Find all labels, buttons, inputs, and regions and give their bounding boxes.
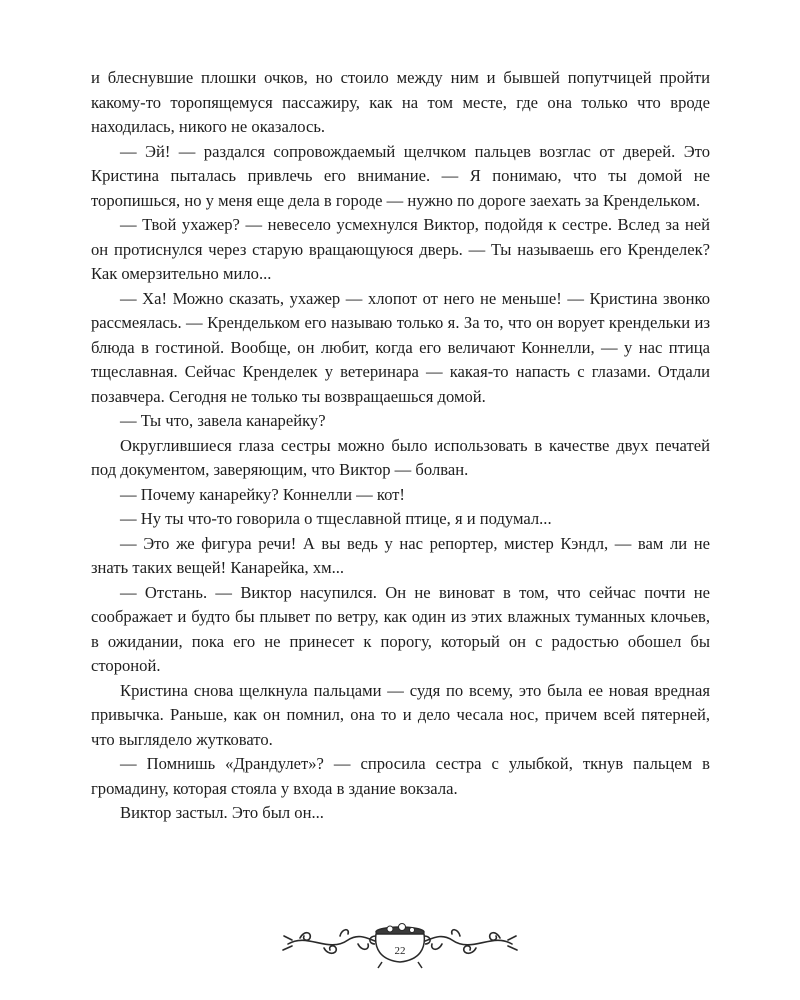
- page-text: [91, 66, 710, 826]
- page-number: 22: [394, 945, 406, 957]
- paragraph: Кристина снова щелкнула пальцами — судя по всему, это была ее новая вредная привычка. Раньше, как он помнил, она то и дело чесала нос, причем всей пятерней, что выглядело жутковато.: [91, 680, 710, 749]
- paragraph: — Ты что, завела канарейку?: [120, 411, 326, 430]
- paragraph: — Почему канарейку? Коннелли — кот!: [120, 484, 405, 504]
- paragraph: — Твой ухажер? — невесело усмехнулся Виктор, подойдя к сестре. Вслед за ней он протиснулся через старую вращающуюся дверь. — Ты называешь его Кренделек? Как омерзительно мило...: [91, 215, 710, 283]
- paragraph: — Отстань. — Виктор насупился. Он не виноват в том, что сейчас почти не соображает и будто бы плывет по ветру, как один из этих влажных туманных клочьев, в ожидании, пока его не принесет к порогу, который он с радостью обошел бы стороной.: [91, 582, 710, 675]
- paragraph: — Помнишь «Драндулет»? — спросила сестра с улыбкой, ткнув пальцем в громадину, которая стояла у входа в здание вокзала.: [91, 754, 710, 798]
- paragraph: Виктор застыл. Это был он...: [120, 803, 324, 822]
- paragraph: — Это же фигура речи! А вы ведь у нас репортер, мистер Кэндл, — вам ли не знать таких вещей! Канарейка, хм...: [91, 533, 710, 577]
- paragraph: — Ну ты что-то говорила о тщеславной птице, я и подумал...: [120, 509, 552, 528]
- paragraph: и блеснувшие плошки очков, но стоило между ним и бывшей попутчицей пройти какому-то торопящемуся пассажиру, как на том месте, где она только что вроде находилась, никого не оказалось.: [91, 68, 710, 136]
- paragraph: — Эй! — раздался сопровождаемый щелчком пальцев возглас от дверей. Это Кристина пыталась привлечь его внимание. — Я понимаю, что ты домой не торопишься, но у меня еще дела в городе — нужно по дороге заехать за Крендельком.: [91, 141, 710, 210]
- paragraph: — Ха! Можно сказать, ухажер — хлопот от него не меньше! — Кристина звонко рассмеялась. — Крендельком его называю только я. За то, что он ворует крендельки из блюда в гостиной. Вообще, он любит, когда его величают Коннелли, — у нас птица тщеславная. Сейчас Кренделек у ветеринара — какая-то напасть с глазами. Отдали позавчера. Сегодня не только ты возвращаешься домой.: [91, 288, 710, 406]
- paragraph: Округлившиеся глаза сестры можно было использовать в качестве двух печатей под документом, заверяющим, что Виктор — болван.: [91, 435, 710, 479]
